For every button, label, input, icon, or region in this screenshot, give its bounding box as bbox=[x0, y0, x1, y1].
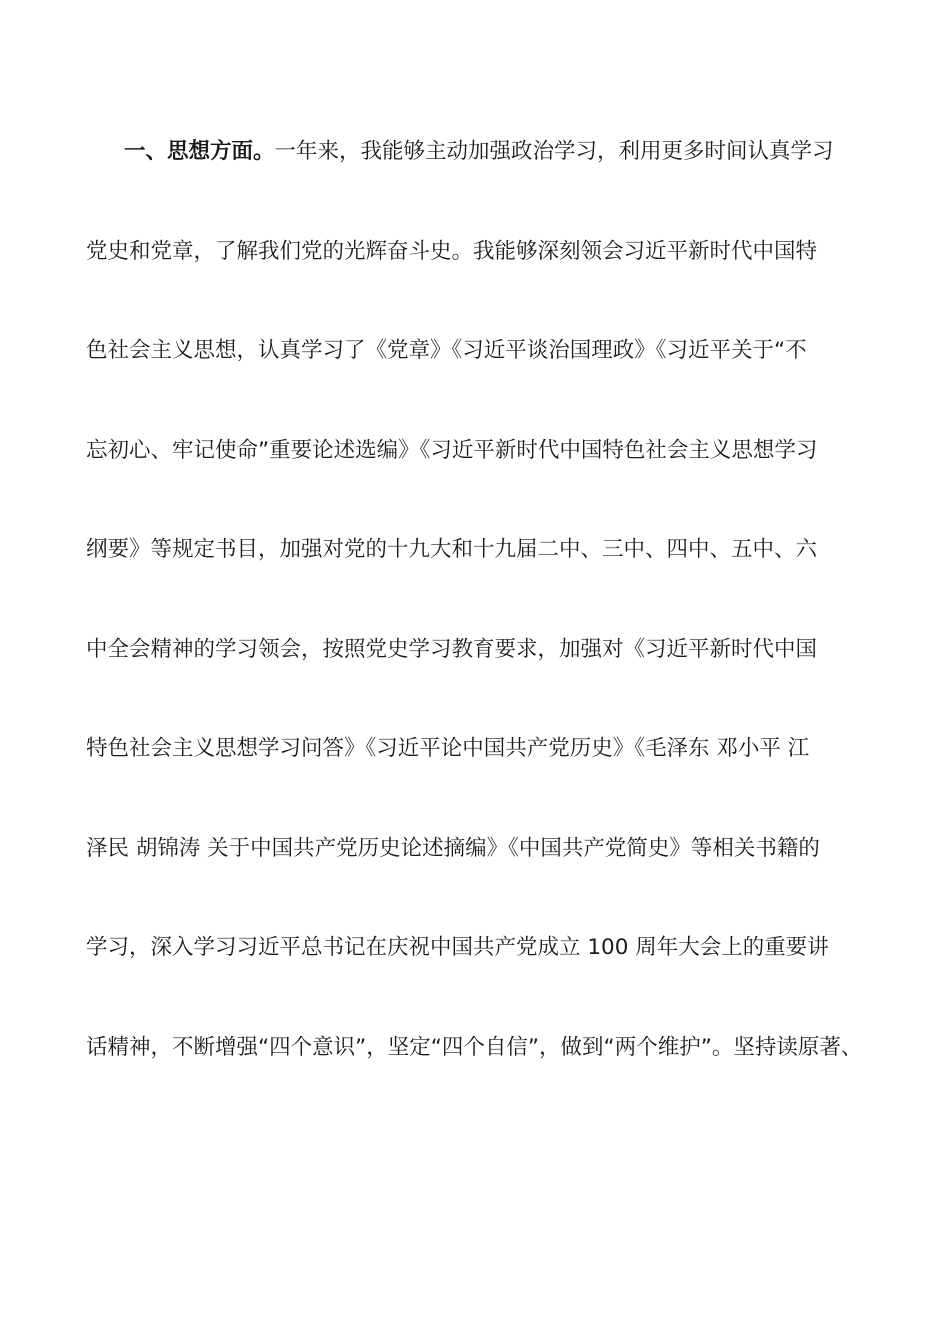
paragraph-line-6: 中全会精神的学习领会，按照党史学习教育要求，加强对《习近平新时代中国 bbox=[86, 636, 818, 662]
paragraph-line-5: 纲要》等规定书目，加强对党的十九大和十九届二中、三中、四中、五中、六 bbox=[86, 537, 818, 562]
line-text: 一年来，我能够主动加强政治学习，利用更多时间认真学习 bbox=[274, 139, 834, 164]
paragraph-line-2: 党史和党章，了解我们党的光辉奋斗史。我能够深刻领会习近平新时代中国特 bbox=[86, 238, 818, 264]
paragraph-line-1 bbox=[86, 126, 886, 226]
paragraph-line-3: 色社会主义思想，认真学习了《党章》《习近平谈治国理政》《习近平关于“不 bbox=[86, 338, 807, 363]
body-paragraph bbox=[86, 126, 886, 1121]
paragraph-line-9: 学习，深入学习习近平总书记在庆祝中国共产党成立 100 周年大会上的重要讲 bbox=[86, 935, 829, 960]
paragraph-line-8: 泽民 胡锦涛 关于中国共产党历史论述摘编》《中国共产党简史》等相关书籍的 bbox=[86, 835, 820, 861]
paragraph-line-4: 忘初心、牢记使命”重要论述选编》《习近平新时代中国特色社会主义思想学习 bbox=[86, 437, 818, 463]
section-heading: 一、思想方面。 bbox=[124, 139, 275, 164]
paragraph-line-10: 话精神，不断增强“四个意识”，坚定“四个自信”，做到“两个维护”。坚持读原著、 bbox=[86, 1034, 863, 1060]
paragraph-line-7: 特色社会主义思想学习问答》《习近平论中国共产党历史》《毛泽东 邓小平 江 bbox=[86, 736, 810, 761]
